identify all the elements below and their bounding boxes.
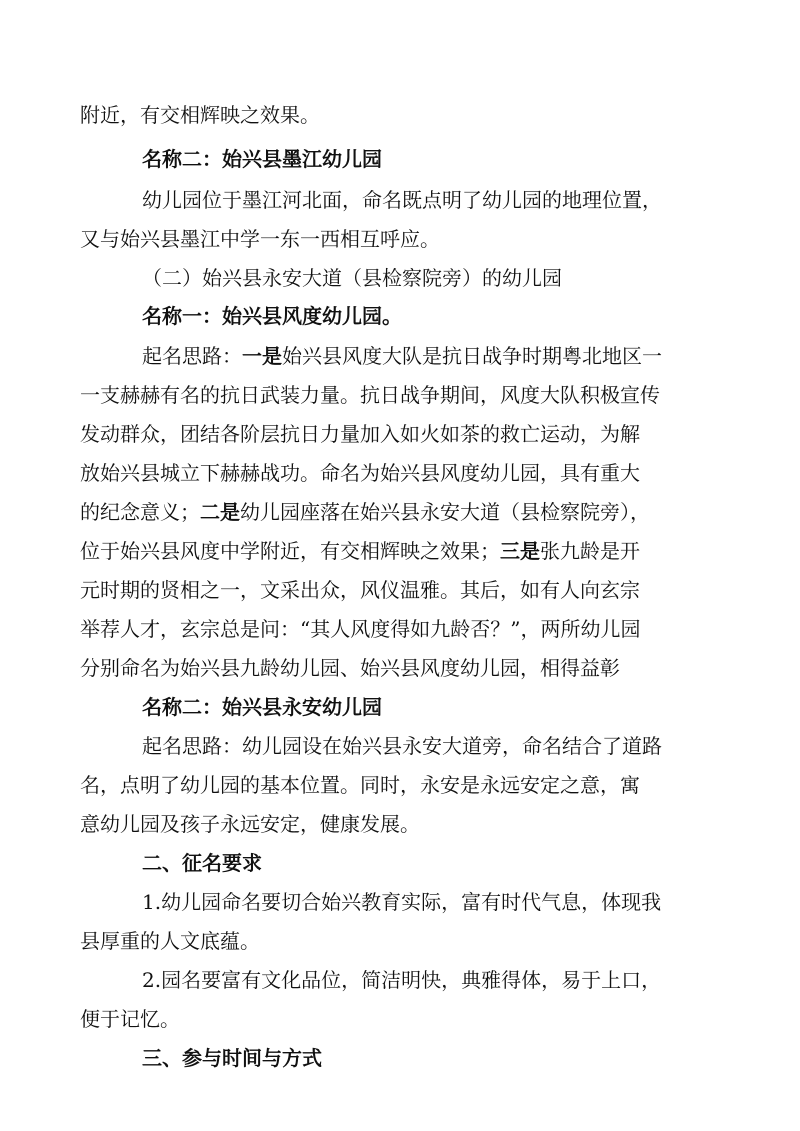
text-line: 县厚重的人文底蕴。 xyxy=(80,929,260,953)
text-line: 附近，有交相辉映之效果。 xyxy=(80,103,320,127)
text-line: 意幼儿园及孩子永远安定，健康发展。 xyxy=(80,812,420,836)
text-line: 幼儿园位于墨江河北面，命名既点明了幼儿园的地理位置， xyxy=(142,188,662,212)
section-heading: 名称二：始兴县墨江幼儿园 xyxy=(142,147,382,171)
text-line: 放始兴县城立下赫赫战功。命名为始兴县风度幼儿园，具有重大 xyxy=(80,461,640,485)
section-heading: 名称一：始兴县风度幼儿园。 xyxy=(142,304,402,328)
text-line: 名，点明了幼儿园的基本位置。同时，永安是永远安定之意，寓 xyxy=(80,773,640,797)
emphasis-text: 二是 xyxy=(200,500,240,524)
text-run: 始兴县风度大队是抗日战争时期粤北地区一 xyxy=(282,344,662,368)
text-line xyxy=(0,537,800,565)
section-heading: 二、征名要求 xyxy=(142,851,262,875)
text-line: 一支赫赫有名的抗日武装力量。抗日战争期间，风度大队积极宣传 xyxy=(80,383,660,407)
text-line: 分别命名为始兴县九龄幼儿园、始兴县风度幼儿园，相得益彰 xyxy=(80,656,620,680)
text-line: 元时期的贤相之一，文采出众，风仪温雅。其后，如有人向玄宗 xyxy=(80,578,640,602)
text-line: 又与始兴县墨江中学一东一西相互呼应。 xyxy=(80,227,440,251)
text-run: 张九龄是开 xyxy=(540,539,640,563)
section-heading: 名称二：始兴县永安幼儿园 xyxy=(142,695,382,719)
text-line xyxy=(0,342,800,370)
text-run: 起名思路： xyxy=(142,344,242,368)
subsection-heading: （二）始兴县永安大道（县检察院旁）的幼儿园 xyxy=(142,266,562,290)
emphasis-text: 三是 xyxy=(500,539,540,563)
text-line: 举荐人才，玄宗总是问：“其人风度得如九龄否？”，两所幼儿园 xyxy=(80,617,641,641)
text-run: 幼儿园座落在始兴县永安大道（县检察院旁）， xyxy=(240,500,650,524)
text-line: 起名思路：幼儿园设在始兴县永安大道旁，命名结合了道路 xyxy=(142,734,662,758)
text-line: 1.幼儿园命名要切合始兴教育实际，富有时代气息，体现我 xyxy=(142,890,662,914)
text-line xyxy=(0,498,800,526)
section-heading: 三、参与时间与方式 xyxy=(142,1046,322,1070)
text-run: 的纪念意义； xyxy=(80,500,200,524)
text-run: 位于始兴县风度中学附近，有交相辉映之效果； xyxy=(80,539,500,563)
emphasis-text: 一是 xyxy=(242,344,282,368)
text-line: 发动群众，团结各阶层抗日力量加入如火如茶的救亡运动，为解 xyxy=(80,422,640,446)
text-line: 2.园名要富有文化品位，简洁明快，典雅得体，易于上口， xyxy=(142,968,662,992)
text-line: 便于记忆。 xyxy=(80,1007,180,1031)
